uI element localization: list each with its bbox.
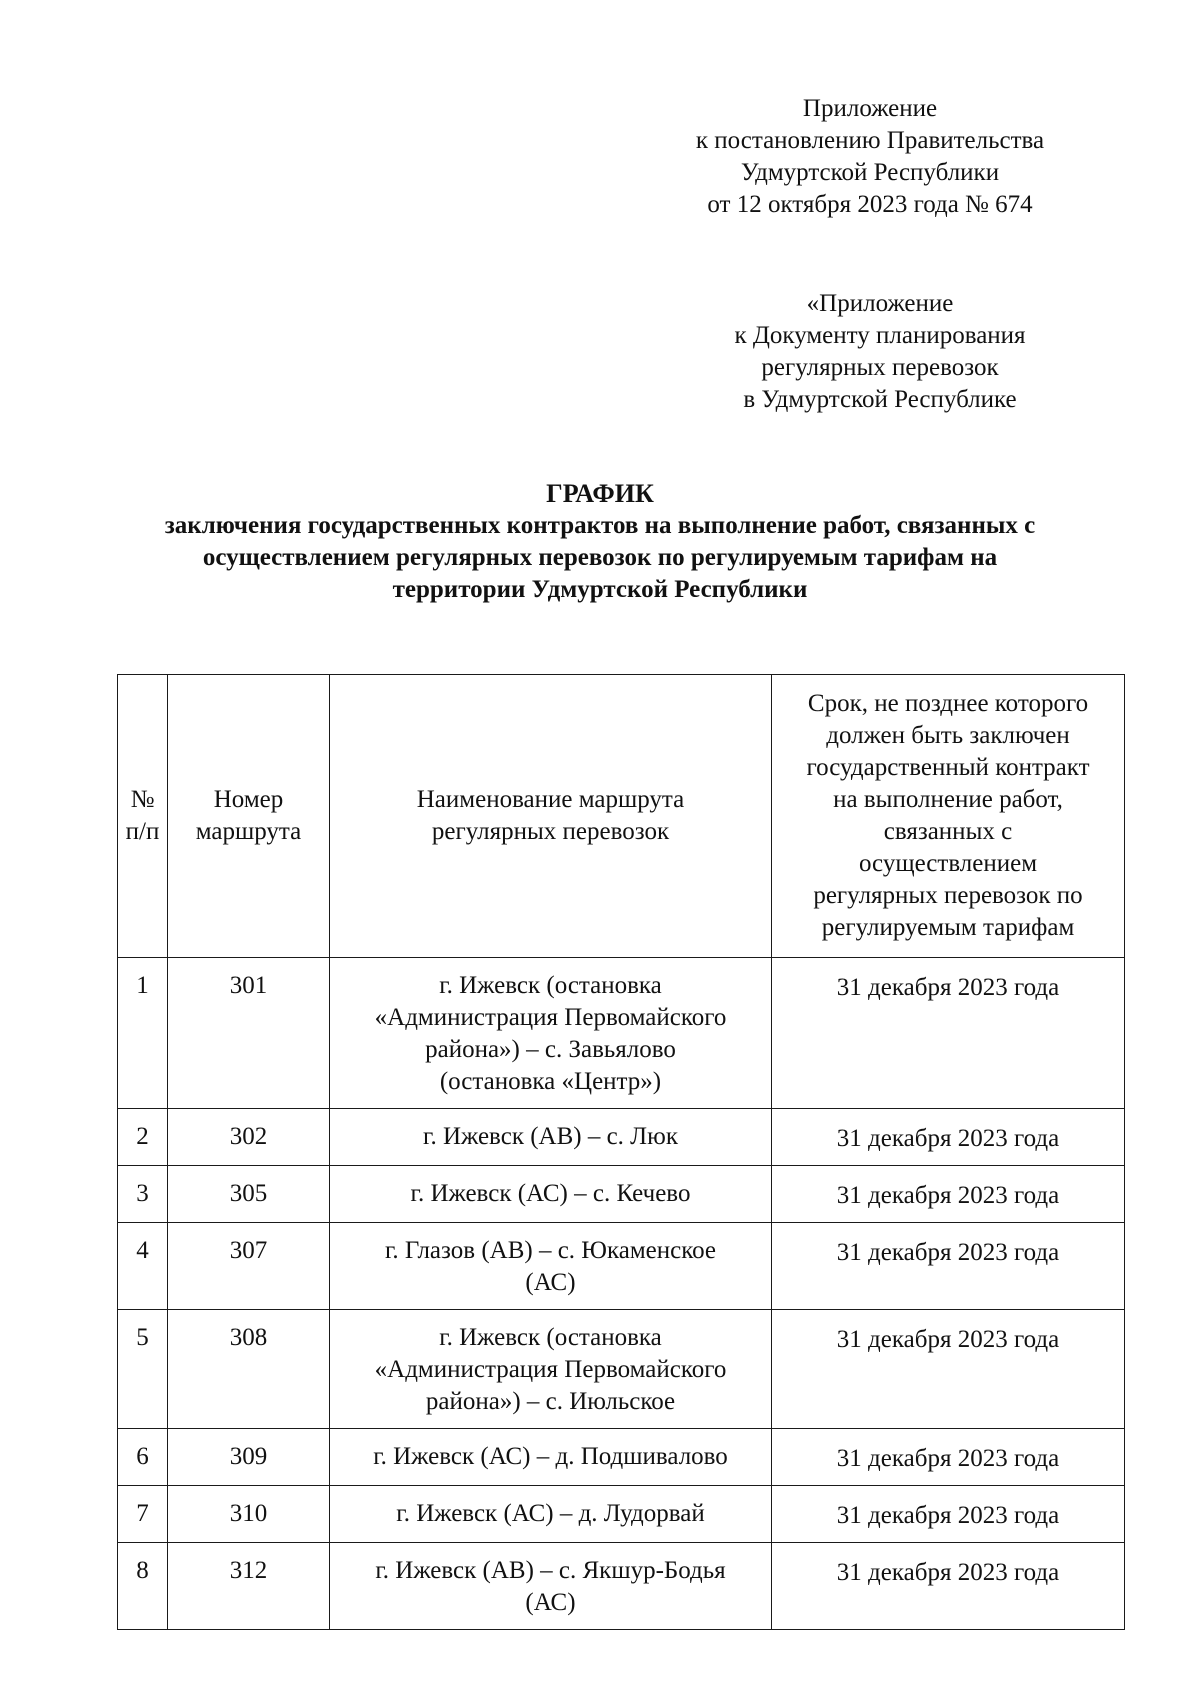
title-subtitle-line: осуществлением регулярных перевозок по регулируемым тарифам на: [202, 544, 998, 571]
cell-route-number: 308: [168, 1310, 330, 1429]
cell-route-name: г. Ижевск (АВ) – с. Якшур-Бодья (АС): [330, 1543, 772, 1630]
title-subtitle-line: территории Удмуртской Республики: [392, 576, 808, 603]
cell-deadline: 31 декабря 2023 года: [772, 1429, 1125, 1486]
appendix-line: регулярных перевозок: [761, 354, 999, 381]
cell-num: 4: [118, 1223, 168, 1310]
table-row: [118, 1310, 1125, 1429]
cell-deadline: 31 декабря 2023 года: [772, 1109, 1125, 1166]
cell-num: 1: [118, 958, 168, 1109]
table-row: [118, 1543, 1125, 1630]
cell-route-number: 309: [168, 1429, 330, 1486]
cell-route-name: г. Ижевск (АВ) – с. Люк: [330, 1109, 772, 1166]
appendix-line: Приложение: [802, 95, 938, 122]
cell-deadline: 31 декабря 2023 года: [772, 1223, 1125, 1310]
cell-deadline: 31 декабря 2023 года: [772, 1543, 1125, 1630]
appendix-line: Удмуртской Республики: [740, 159, 1000, 186]
title-subtitle-line: заключения государственных контрактов на выполнение работ, связанных с: [164, 512, 1036, 539]
cell-route-name: г. Ижевск (АС) – д. Подшивалово: [330, 1429, 772, 1486]
table-row: [118, 1429, 1125, 1486]
cell-deadline: 31 декабря 2023 года: [772, 1310, 1125, 1429]
table-row: [118, 958, 1125, 1109]
cell-num: 3: [118, 1166, 168, 1223]
cell-num: 6: [118, 1429, 168, 1486]
cell-deadline: 31 декабря 2023 года: [772, 1166, 1125, 1223]
appendix-line: «Приложение: [806, 290, 954, 317]
table-header-row: [118, 675, 1125, 958]
appendix-reference-document: [680, 288, 1080, 416]
cell-route-number: 310: [168, 1486, 330, 1543]
header-route-number: Номер маршрута: [168, 675, 330, 958]
cell-num: 5: [118, 1310, 168, 1429]
document-title: [100, 478, 1100, 606]
cell-route-name: г. Ижевск (АС) – с. Кечево: [330, 1166, 772, 1223]
appendix-line: в Удмуртской Республике: [743, 386, 1017, 413]
cell-route-number: 302: [168, 1109, 330, 1166]
cell-num: 8: [118, 1543, 168, 1630]
cell-num: 2: [118, 1109, 168, 1166]
schedule-table: [117, 674, 1125, 1630]
appendix-line: к постановлению Правительства: [695, 127, 1045, 154]
cell-num: 7: [118, 1486, 168, 1543]
cell-route-number: 301: [168, 958, 330, 1109]
cell-route-name: г. Ижевск (остановка «Администрация Первомайского района») – с. Июльское: [330, 1310, 772, 1429]
cell-route-number: 312: [168, 1543, 330, 1630]
table-row: [118, 1486, 1125, 1543]
appendix-line: к Документу планирования: [734, 322, 1026, 349]
cell-route-name: г. Ижевск (остановка «Администрация Первомайского района») – с. Завьялово (остановка «Центр»): [330, 958, 772, 1109]
cell-route-name: г. Глазов (АВ) – с. Юкаменское (АС): [330, 1223, 772, 1310]
header-num: № п/п: [118, 675, 168, 958]
cell-route-number: 307: [168, 1223, 330, 1310]
cell-deadline: 31 декабря 2023 года: [772, 1486, 1125, 1543]
cell-route-number: 305: [168, 1166, 330, 1223]
table-row: [118, 1166, 1125, 1223]
appendix-line: от 12 октября 2023 года № 674: [707, 191, 1033, 218]
header-route-name: Наименование маршрута регулярных перевозок: [330, 675, 772, 958]
cell-route-name: г. Ижевск (АС) – д. Лудорвай: [330, 1486, 772, 1543]
header-deadline: Срок, не позднее которого должен быть заключен государственный контракт на выполнение работ, связанных с осуществлением регулярных перевозок по регулируемым тарифам: [772, 675, 1125, 958]
title-main: ГРАФИК: [546, 479, 654, 508]
table-row: [118, 1109, 1125, 1166]
cell-deadline: 31 декабря 2023 года: [772, 958, 1125, 1109]
appendix-reference-top: [660, 93, 1080, 221]
table-row: [118, 1223, 1125, 1310]
